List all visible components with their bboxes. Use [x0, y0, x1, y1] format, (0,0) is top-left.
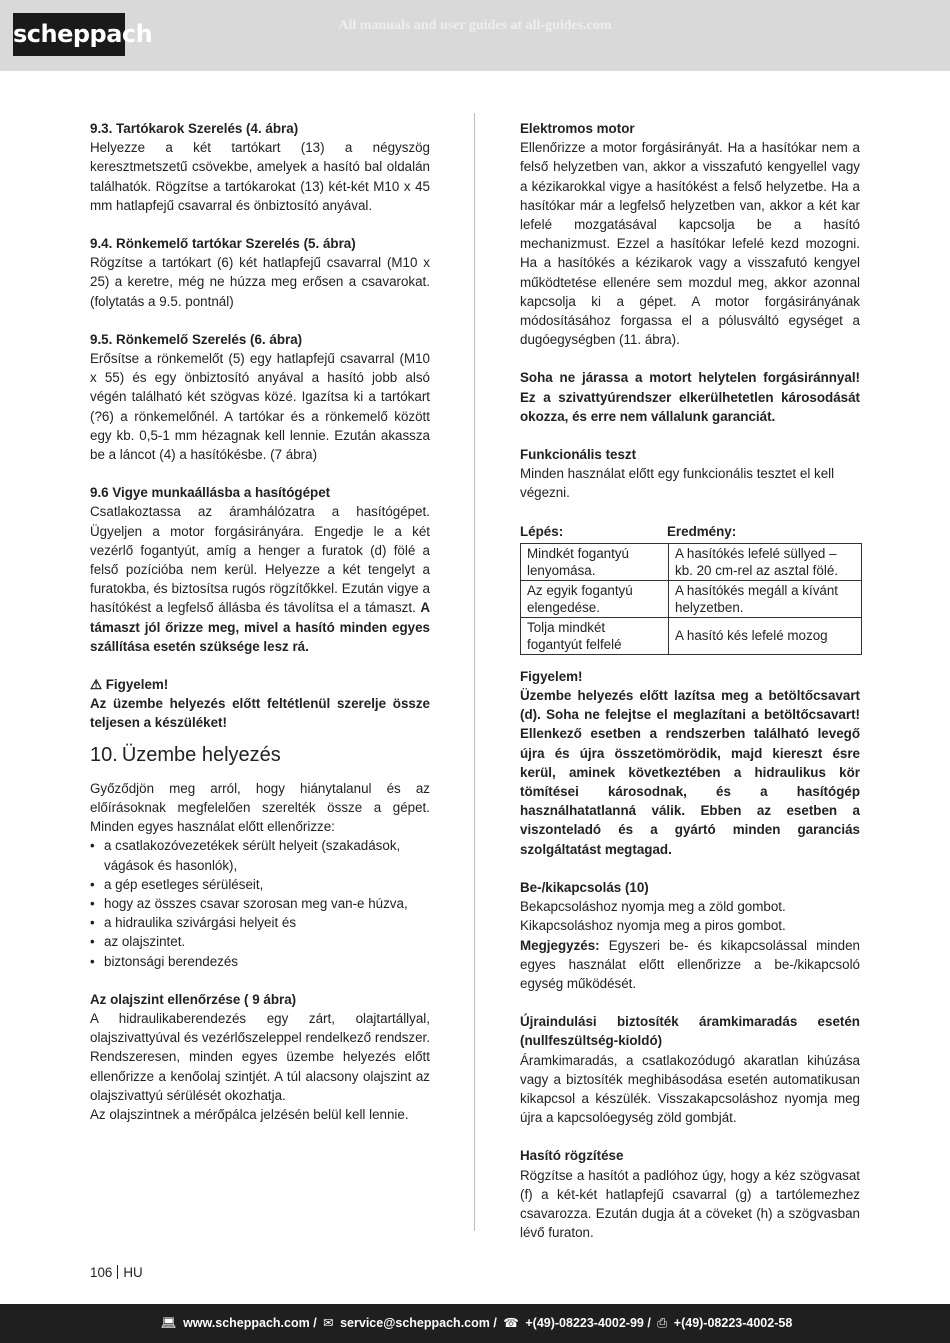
- table-row: [521, 617, 862, 654]
- heading-electric-motor: Elektromos motor: [520, 121, 635, 136]
- page-number: 106 HU: [90, 1265, 143, 1280]
- paragraph-oil-level: A hidraulikaberendezés egy zárt, olajtartállyal, olajszivattyúval és vezérlőszeleppel rendelkező rendszer. Rendszeresen, minden egyes üzembe helyezés előtt ellenőrizze a kenőolaj szintjét. A túl alacsony olajszint az olajszivattyú sérülését okozhatja.: [90, 1010, 430, 1103]
- heading-restart-protection: Újraindulási biztosíték áramkimaradás esetén (nullfeszültség-kioldó): [520, 1014, 860, 1049]
- list-item: • az olajszintet.: [90, 932, 430, 951]
- steps-table: [520, 543, 862, 655]
- table-cell-step: Mindkét fogantyú lenyomása.: [521, 543, 669, 580]
- heading-9-4: 9.4. Rönkemelő tartókar Szerelés (5. ábra): [90, 236, 356, 252]
- warning-text: Az üzembe helyezés előtt feltétlenül szerelje össze teljesen a készüléket!: [90, 696, 430, 731]
- heading-9-5: 9.5. Rönkemelő Szerelés (6. ábra): [90, 331, 303, 347]
- check-list: [90, 836, 430, 970]
- paragraph-on: Bekapcsoláshoz nyomja meg a zöld gombot.: [520, 899, 786, 915]
- table-cell-result: A hasító kés lefelé mozog: [669, 617, 862, 654]
- heading-fixing: Hasító rögzítése: [520, 1148, 624, 1164]
- steps-col-result: Eredmény:: [667, 523, 737, 539]
- envelope-icon: ✉: [323, 1316, 334, 1330]
- attention-text: Üzembe helyezés előtt lazítsa meg a betöltőcsavart (d). Soha ne felejtse el meglazítani a betöltőcsavart! Ellenkező esetben a rendszerben található levegő újra és újra összetömörödik, majd kiereszt ésre kerül, aminek következtében a hidraulikus kör tömítései károsodnak, és a hasítógép használhatatlanná válik. Ebben az esetben a viszonteladó és a gyártó minden garanciás szolgáltatást megtagad.: [520, 688, 860, 857]
- list-item: • biztonsági berendezés: [90, 952, 430, 971]
- paragraph-note: Megjegyzés: Egyszeri be- és kikapcsolással minden egyes használat előtt ellenőrizze a be-/kikapcsoló egység működését.: [520, 937, 860, 991]
- footer-fax: +(49)-08223-4002-58: [673, 1316, 793, 1330]
- table-cell-result: A hasítókés megáll a kívánt helyzetben.: [669, 580, 862, 617]
- left-column: [90, 119, 430, 1124]
- watermark-text: All manuals and user guides at all-guides.com: [338, 18, 612, 33]
- motor-warning: Soha ne járassa a motort helytelen forgásiránnyal! Ez a szivattyúrendszer elkerülhetetlen károsodását okozza, és erre nem vállalunk garanciát.: [520, 370, 860, 424]
- paragraph-9-4: Rögzítse a tartókart (6) két hatlapfejű csavarral (M10 x 25) a keretre, még ne húzza meg erősen a csavarokat. (folytatás a 9.5. pontnál): [90, 255, 430, 309]
- footer-email[interactable]: service@scheppach.com: [340, 1316, 490, 1330]
- table-cell-result: A hasítókés lefelé süllyed – kb. 20 cm-rel az asztal fölé.: [669, 543, 862, 580]
- paragraph-restart-protection: Áramkimaradás, a csatlakozódugó akaratlan kihúzása vagy a biztosíték meghibásodása esetén automatikusan kikapcsol a készülék. Visszakapcsoláshoz nyomja meg újra a kapcsolóegység zöld gombját.: [520, 1052, 860, 1126]
- paragraph-oil-level-2: Az olajszintnek a mérőpálca jelzésén belül kell lennie.: [90, 1106, 409, 1122]
- paragraph-9-3: Helyezze a két tartókart (13) a négyszög keresztmetszetű csövekbe, amelyek a hasító bal oldalán találhatók. Rögzítse a tartókarokat (13) két-két M10 x 45 mm hatlapfejű csavarral és önbiztosító anyával.: [90, 140, 430, 213]
- paragraph-fixing: Rögzítse a hasítót a padlóhoz úgy, hogy a kéz szögvasat (f) a két-két hatlapfejű csavarral (g) a tartólemezhez csavarozza. Ezután dugja át a cöveket (h) a szögvasban lévő furaton.: [520, 1167, 860, 1241]
- list-item: • a gép esetleges sérüléseit,: [90, 875, 430, 894]
- warning-heading: ⚠ Figyelem!: [90, 677, 169, 693]
- list-item: • a hidraulika szivárgási helyeit és: [90, 913, 430, 932]
- phone-icon: ☎: [503, 1316, 519, 1330]
- fax-icon: ⎙: [657, 1316, 668, 1330]
- paragraph-off: Kikapcsoláshoz nyomja meg a piros gombot.: [520, 918, 786, 934]
- page-footer: 💻︎ www.scheppach.com / ✉ service@scheppach.com / ☎ +(49)-08223-4002-99 / ⎙ +(49)-08223-4002-58: [0, 1304, 950, 1343]
- page-separator: [117, 1265, 118, 1279]
- steps-col-step: Lépés:: [520, 523, 564, 539]
- attention-heading: Figyelem!: [520, 668, 583, 684]
- note-label: Megjegyzés:: [520, 937, 600, 953]
- computer-icon: 💻︎: [160, 1316, 177, 1330]
- heading-function-test: Funkcionális teszt: [520, 447, 637, 463]
- paragraph-electric-motor: Ellenőrizze a motor forgásirányát. Ha a hasítókar nem a felső helyzetben van, akkor a visszafutó kengyellel vagy a kézikarokkal vigye a hasítókést a felső helyzetbe. Ha a hasítókar már a legfelső helyzetben van, akkor a két kar lefelé mozgatásával kapcsolja be a hasító mechanizmust. Ezzel a hasítókar lefelé kezd mozogni. Ha a hasítókés a kézikarok vagy a visszafutó kengyel működtetése ellenére sem mozdul meg, akkor azonnal kapcsolja ki a gépet. A motor forgásirányának módosításához forgassa el a pólusváltó egységet a dugóegységben (11. ábra).: [520, 140, 860, 348]
- paragraph-9-6: Csatlakoztassa az áramhálózatra a hasítógépet. Ügyeljen a motor forgásirányára. Engedje le a két vezérlő fogantyút, amíg a henger a furatok (d) fölé a felső pozícióba nem kerül. Helyezze a két tengelyt a furatokba, és biztosítsa rugós rögzítőkkel. Ezután vigye a hasítókést a legfelső állásba és távolítsa el a támaszt. A támaszt jól őrizze meg, mivel a hasító minden egyes szállítása esetén szüksége lesz rá.: [90, 504, 430, 654]
- section-10-intro: Győződjön meg arról, hogy hiánytalanul és az előírásoknak megfelelően szerelték össze a gépet. Minden egyes használat előtt ellenőrizze:: [90, 780, 430, 835]
- footer-website[interactable]: www.scheppach.com: [183, 1316, 310, 1330]
- heading-on-off: Be-/kikapcsolás (10): [520, 879, 649, 895]
- heading-9-6: 9.6 Vigye munkaállásba a hasítógépet: [90, 485, 331, 501]
- paragraph-function-test: Minden használat előtt egy funkcionális tesztet el kell végezni.: [520, 466, 835, 501]
- table-row: [521, 580, 862, 617]
- footer-phone: +(49)-08223-4002-99: [525, 1316, 644, 1330]
- list-item: • hogy az összes csavar szorosan meg van-e húzva,: [90, 894, 430, 913]
- table-row: [521, 543, 862, 580]
- paragraph-9-6-bold: A támaszt jól őrizze meg, mivel a hasító minden egyes szállítása esetén szüksége lesz rá.: [90, 600, 430, 654]
- column-divider: [474, 113, 475, 1231]
- section-10-title: 10. Üzembe helyezés: [90, 743, 281, 766]
- list-item: • a csatlakozóvezetékek sérült helyeit (szakadások, vágások és hasonlók),: [90, 836, 430, 874]
- table-cell-step: Az egyik fogantyú elengedése.: [521, 580, 669, 617]
- brand-logo: scheppach: [13, 13, 125, 56]
- paragraph-9-5: Erősítse a rönkemelőt (5) egy hatlapfejű csavarral (M10 x 55) és egy önbiztosító anyával a hasító jobb alsó végén található két szögvas közé. Igazítsa ki a tartókart (?6) a rönkemelőnél. A tartókar és a rönkemelő között egy kb. 0,5-1 mm hézagnak kell lennie. Ezután akassza be a láncot (4) a hasítókésbe. (7 ábra): [90, 351, 430, 463]
- language-code: HU: [123, 1265, 143, 1280]
- page-header: [0, 0, 950, 71]
- steps-table-header: [520, 522, 860, 541]
- heading-9-3: 9.3. Tartókarok Szerelés (4. ábra): [90, 121, 299, 136]
- right-column: [520, 119, 860, 1242]
- heading-oil-level: Az olajszint ellenőrzése ( 9 ábra): [90, 991, 297, 1007]
- warning-triangle-icon: ⚠: [90, 677, 103, 693]
- table-cell-step: Tolja mindkét fogantyút felfelé: [521, 617, 669, 654]
